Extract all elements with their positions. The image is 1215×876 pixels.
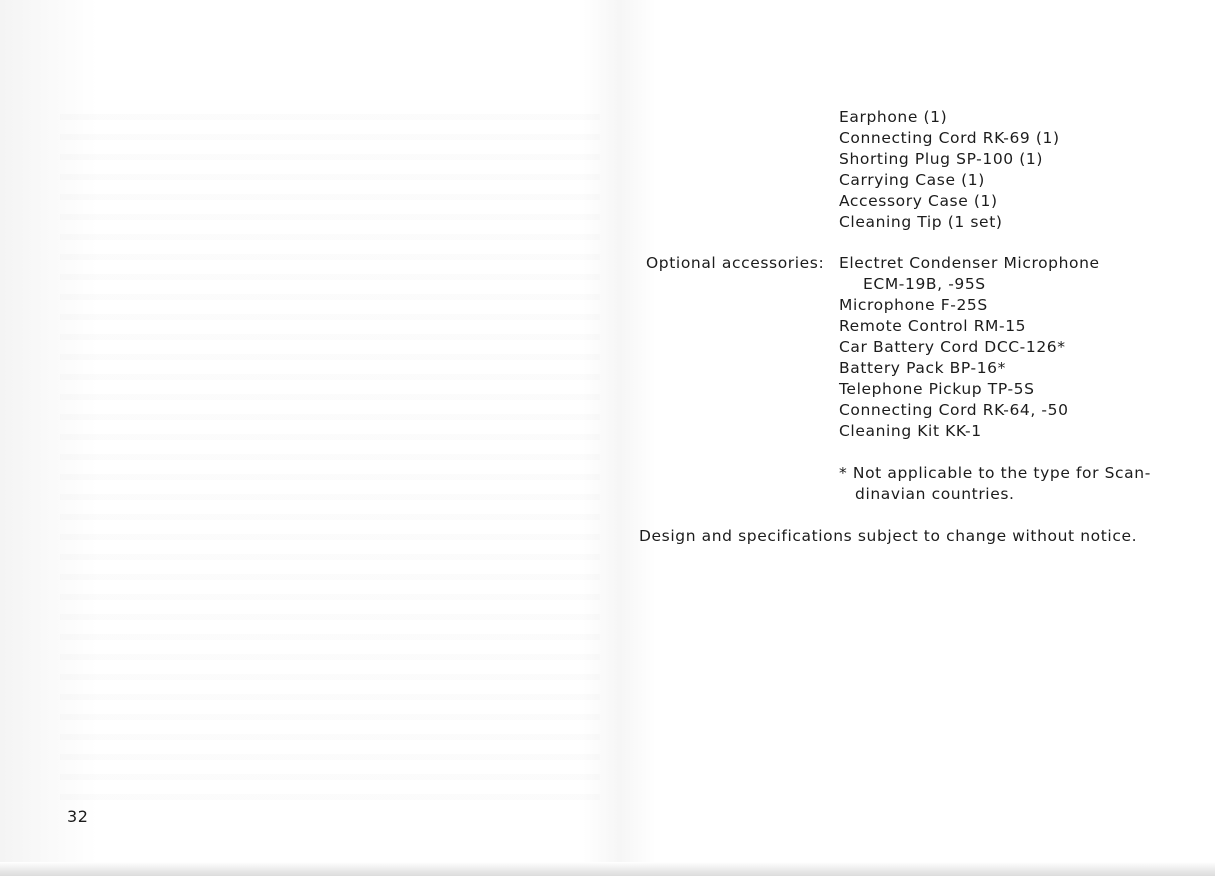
page-bottom-edge [0,862,1215,876]
list-item-carrying-case: Carrying Case (1) [839,171,985,189]
list-item-cleaning-kit: Cleaning Kit KK-1 [839,422,982,440]
list-item-microphone: Microphone F-25S [839,296,988,314]
list-item-battery-pack: Battery Pack BP-16* [839,359,1006,377]
list-item-cleaning-tip: Cleaning Tip (1 set) [839,213,1003,231]
list-item-car-battery-cord: Car Battery Cord DCC-126* [839,338,1066,356]
list-item-connecting-cord-optional: Connecting Cord RK-64, -50 [839,401,1069,419]
list-item-electret-mic-models: ECM-19B, -95S [863,275,986,293]
list-item-telephone-pickup: Telephone Pickup TP-5S [839,380,1035,398]
list-item-electret-mic: Electret Condenser Microphone [839,254,1100,272]
list-item-remote-control: Remote Control RM-15 [839,317,1027,335]
page-number: 32 [67,807,89,826]
disclaimer-text: Design and specifications subject to change without notice. [639,527,1138,545]
footnote-line-2: dinavian countries. [855,485,1015,503]
footnote-line-1: * Not applicable to the type for Scan- [839,464,1151,482]
list-item-accessory-case: Accessory Case (1) [839,192,998,210]
list-item-earphone: Earphone (1) [839,108,948,126]
list-item-shorting-plug: Shorting Plug SP-100 (1) [839,150,1044,168]
optional-accessories-label: Optional accessories: [646,254,825,272]
list-item-connecting-cord: Connecting Cord RK-69 (1) [839,129,1060,147]
bleed-through-texture [60,100,600,800]
